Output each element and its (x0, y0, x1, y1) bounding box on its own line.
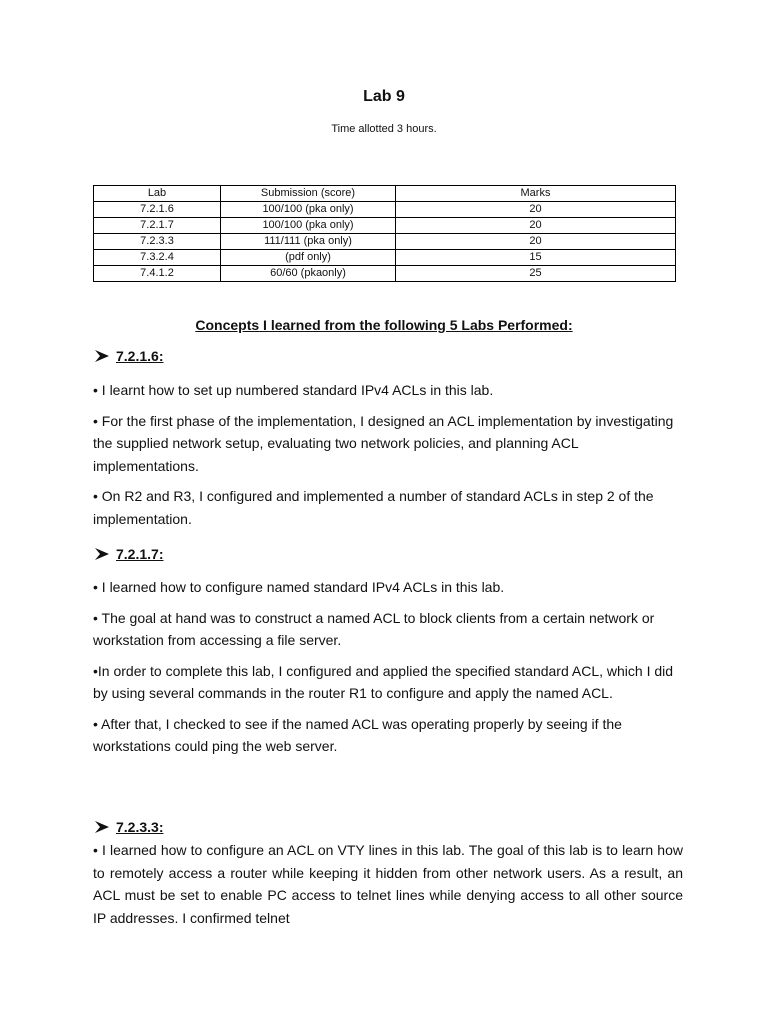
paragraph: •In order to complete this lab, I configured and applied the specified standard ACL, which I did by using several commands in the router R1 to configure and apply the named ACL. (93, 662, 674, 701)
table-header-row (94, 186, 676, 202)
paragraph: • On R2 and R3, I configured and implemented a number of standard ACLs in step 2 of the implementation. (93, 488, 654, 527)
lab-section-7-2-3-3 (93, 839, 683, 929)
lab-heading-7-2-1-6 (93, 348, 163, 364)
table-cell: 7.2.1.6 (94, 202, 221, 218)
lab-heading-label: 7.2.1.7: (116, 546, 164, 562)
table-header-cell: Marks (396, 186, 676, 202)
lab-heading-label: 7.2.3.3: (116, 819, 164, 835)
page-subtitle: Time allotted 3 hours. (331, 123, 437, 135)
lab-heading-7-2-1-7 (93, 546, 163, 562)
table-cell: 20 (396, 218, 676, 234)
table-cell: (pdf only) (221, 250, 396, 266)
paragraph: • I learnt how to set up numbered standard IPv4 ACLs in this lab. (93, 382, 494, 398)
table-cell: 100/100 (pka only) (221, 202, 396, 218)
table-row (94, 250, 676, 266)
concepts-heading: Concepts I learned from the following 5 Labs Performed: (195, 317, 573, 333)
paragraph: • The goal at hand was to construct a named ACL to block clients from a certain network or workstation from accessing a file server. (93, 609, 655, 648)
arrow-bullet-icon (93, 349, 115, 363)
table-cell: 111/111 (pka only) (221, 234, 396, 250)
table-row (94, 266, 676, 282)
table-cell: 7.4.1.2 (94, 266, 221, 282)
paragraph: • I learned how to configure named standard IPv4 ACLs in this lab. (93, 579, 505, 595)
table-cell: 7.3.2.4 (94, 250, 221, 266)
paragraph: • After that, I checked to see if the named ACL was operating properly by seeing if the workstations could ping the web server. (93, 715, 622, 754)
paragraph: • For the first phase of the implementation, I designed an ACL implementation by investigating the supplied network setup, evaluating two network policies, and planning ACL implementations. (93, 412, 674, 474)
arrow-bullet-icon (93, 547, 115, 561)
table-header-cell: Lab (94, 186, 221, 202)
table-header-cell: Submission (score) (221, 186, 396, 202)
lab-heading-label: 7.2.1.6: (116, 348, 164, 364)
paragraph: • I learned how to configure an ACL on VTY lines in this lab. The goal of this lab is to learn how to remotely access a router while keeping it hidden from other network users. As a result, an ACL must be set to enable PC access to telnet lines while denying access to all other source IP addresses. I confirmed telnet (93, 842, 683, 926)
arrow-bullet-icon (93, 820, 115, 834)
table-cell: 15 (396, 250, 676, 266)
table-cell: 7.2.3.3 (94, 234, 221, 250)
marks-table (93, 185, 676, 282)
table-cell: 100/100 (pka only) (221, 218, 396, 234)
lab-heading-7-2-3-3 (93, 819, 163, 835)
table-row (94, 218, 676, 234)
lab-section-7-2-1-6 (93, 379, 683, 530)
table-cell: 7.2.1.7 (94, 218, 221, 234)
table-row (94, 234, 676, 250)
table-cell: 25 (396, 266, 676, 282)
table-cell: 60/60 (pkaonly) (221, 266, 396, 282)
table-cell: 20 (396, 234, 676, 250)
table-cell: 20 (396, 202, 676, 218)
lab-section-7-2-1-7 (93, 576, 683, 758)
table-row (94, 202, 676, 218)
page-title: Lab 9 (363, 88, 405, 105)
